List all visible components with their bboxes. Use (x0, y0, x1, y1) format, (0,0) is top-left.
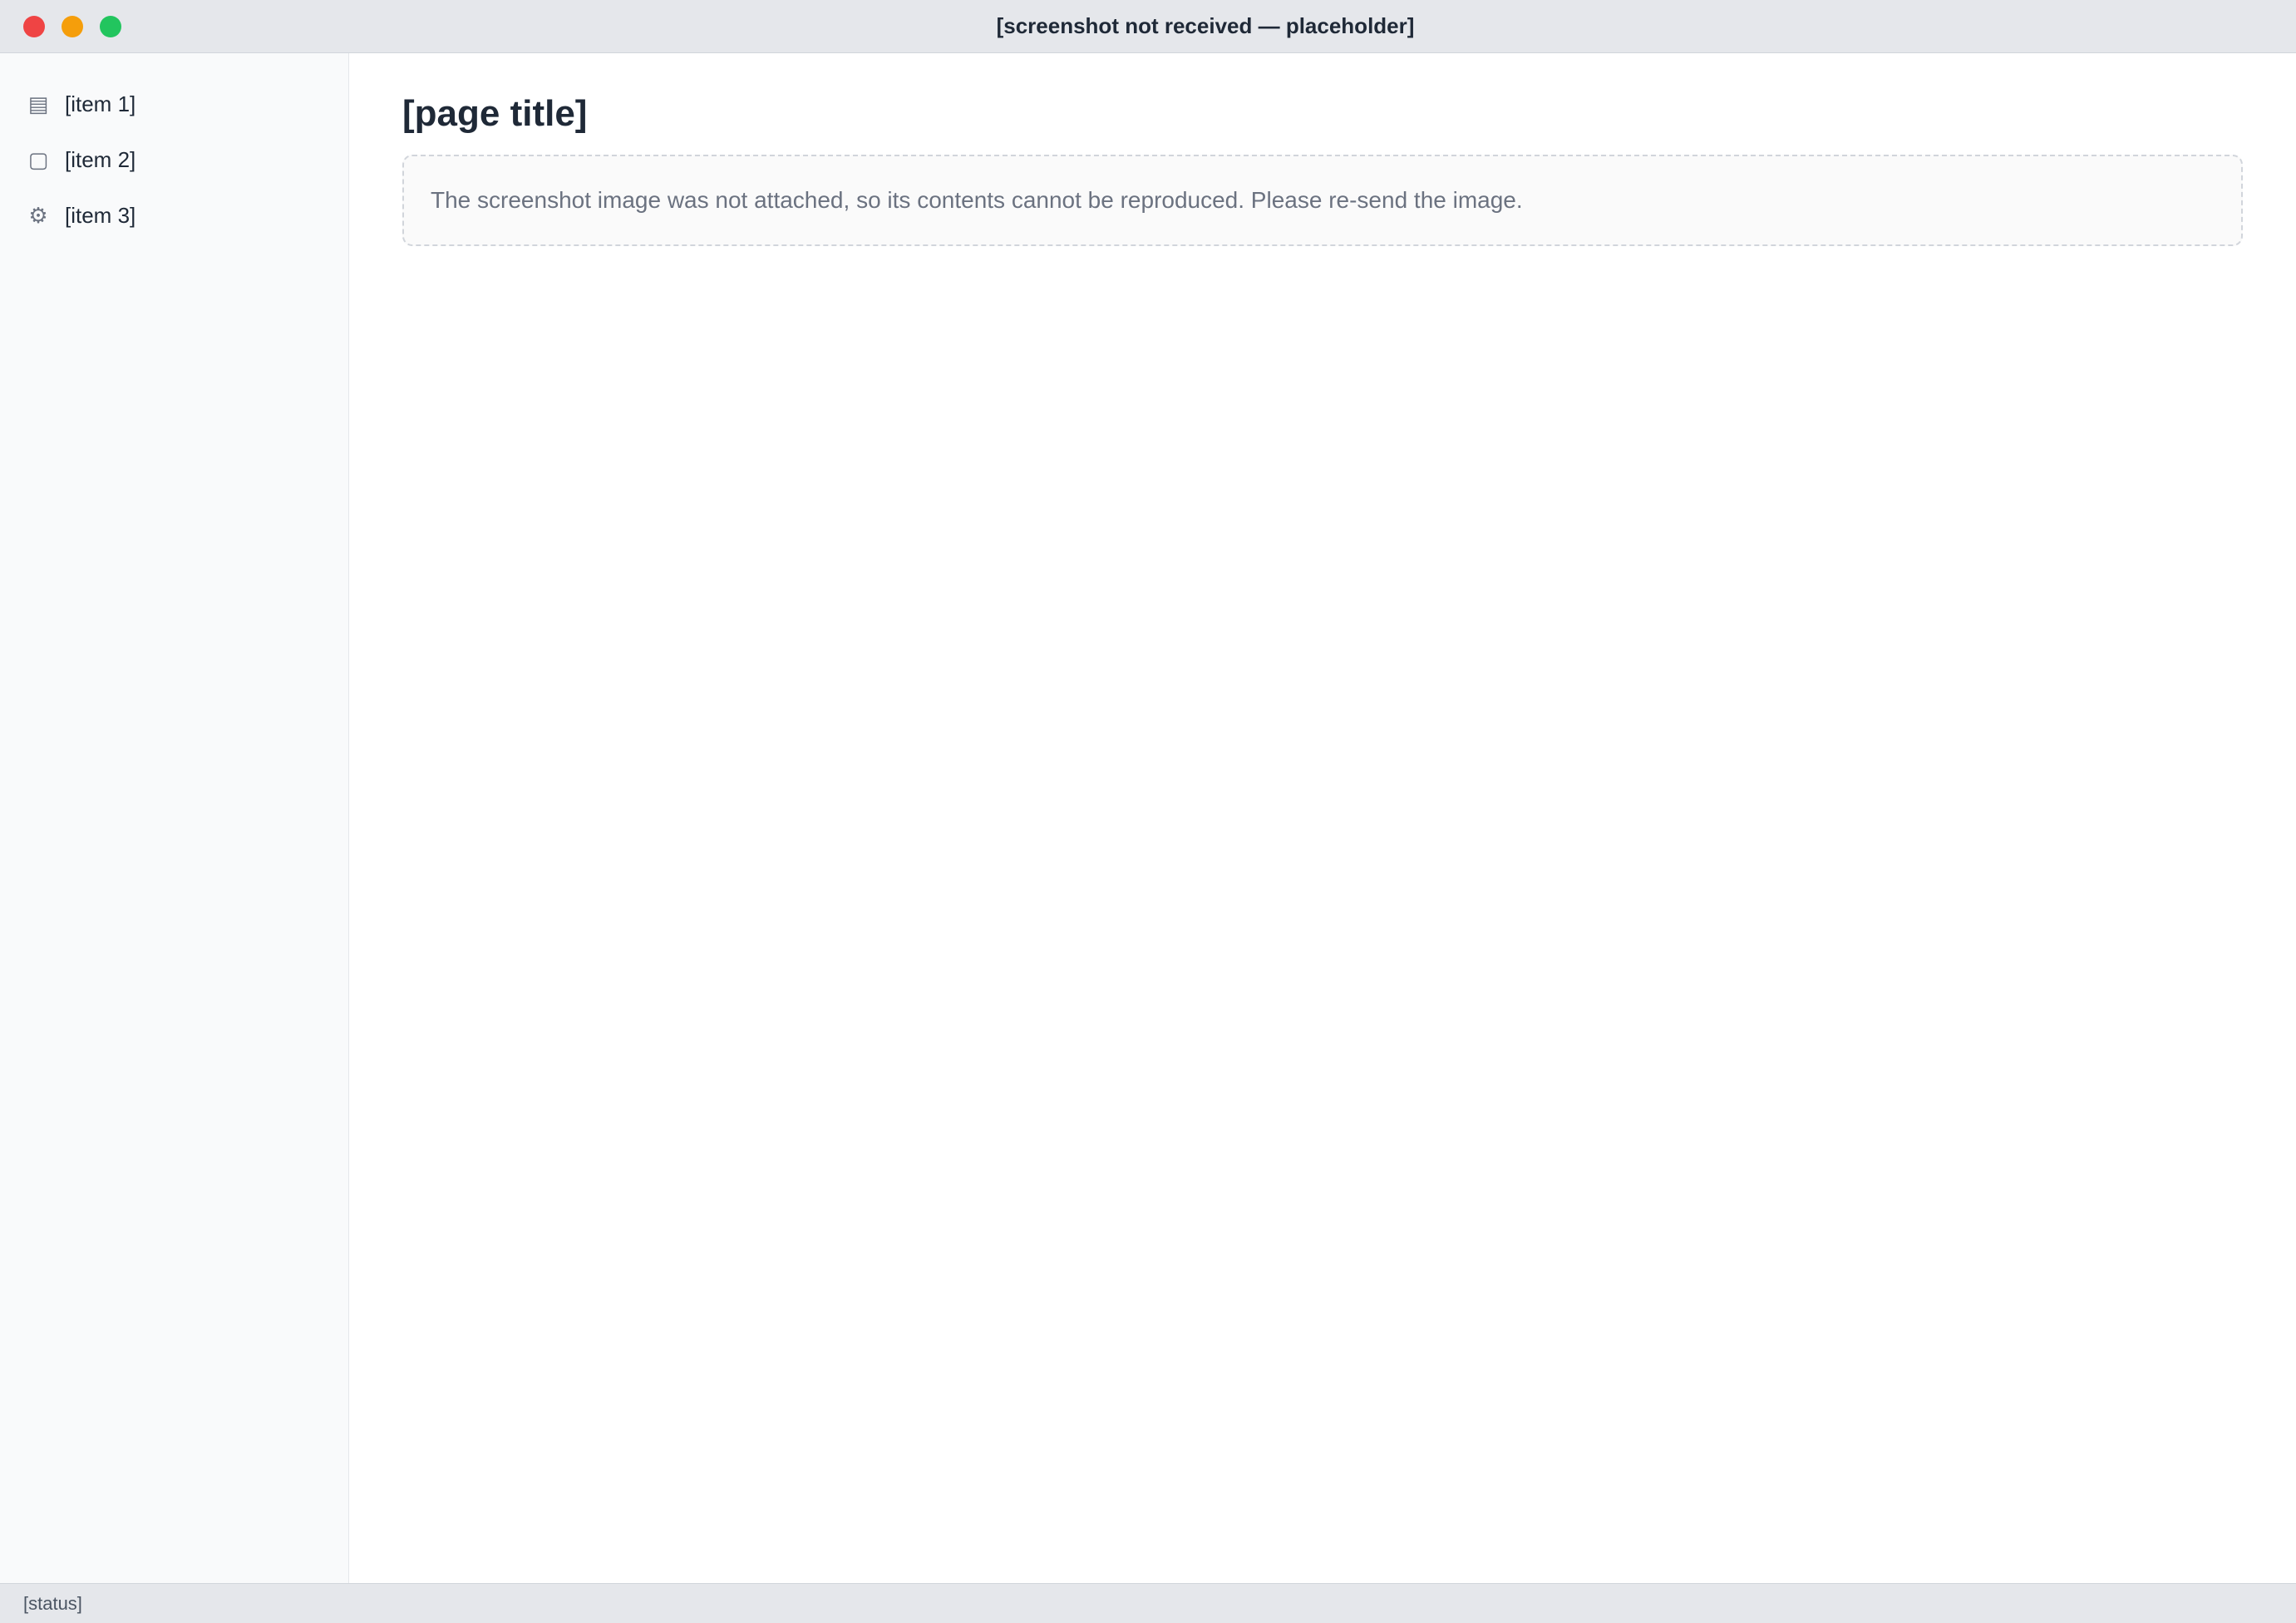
window-body (0, 53, 2296, 1583)
close-window-button[interactable] (23, 16, 45, 37)
minimize-window-button[interactable] (62, 16, 83, 37)
sidebar-item-label: [item 3] (65, 203, 136, 228)
file-icon: ▢ (27, 147, 49, 172)
missing-image-notice: The screenshot image was not attached, so its contents cannot be reproduced. Please re-send the image. (402, 155, 2243, 246)
gear-icon: ⚙ (28, 203, 48, 228)
sidebar-item-3[interactable] (0, 188, 348, 244)
window-title: [screenshot not received — placeholder] (996, 13, 1415, 38)
status-text: [status] (23, 1592, 82, 1614)
sidebar-item-1[interactable] (0, 76, 348, 132)
sidebar-item-label: [item 2] (65, 147, 136, 172)
status-bar (0, 1583, 2296, 1623)
folder-icon: ▤ (27, 91, 49, 116)
sidebar-item-2[interactable] (0, 132, 348, 188)
maximize-window-button[interactable] (100, 16, 121, 37)
sidebar-item-label: [item 1] (65, 91, 136, 116)
sidebar (0, 53, 349, 1583)
main-content (349, 53, 2296, 1583)
title-bar (0, 0, 2296, 53)
page-title: [page title] (402, 93, 588, 134)
